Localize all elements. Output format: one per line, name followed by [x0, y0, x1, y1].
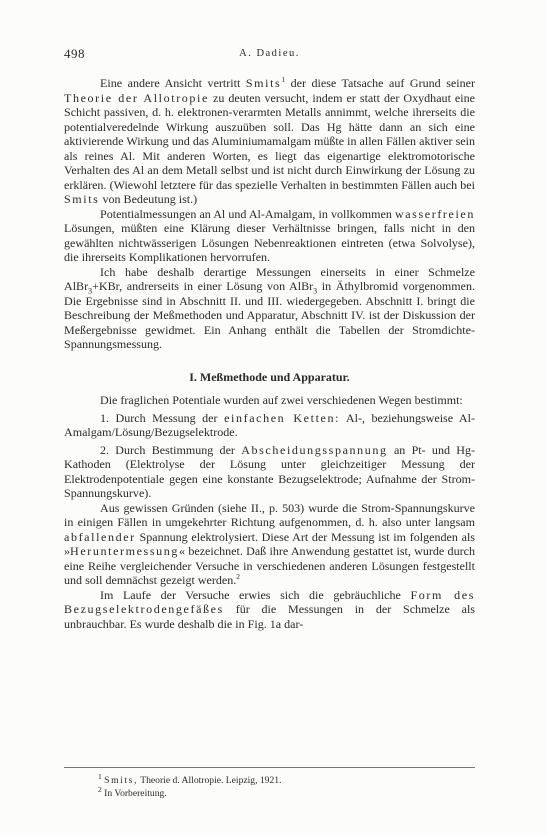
- list-item: 2. Durch Bestimmung der Abscheidungsspannung an Pt- und Hg-Kathoden (Elektrolyse der Lösung unter gleichzeitiger Messung der Elektrodenpotentiale gegen eine konstante Bezugselektrode; Aufnahme der Strom-Spannungskurve).: [64, 442, 475, 500]
- footnotes: [64, 767, 475, 800]
- list-item: 1. Durch Messung der einfachen Ketten: Al-, beziehungsweise Al-Amalgam/Lösung/Bezugselektrode.: [64, 410, 475, 439]
- footnote: $^1$ Smits, Theorie d. Allotropie. Leipzig, 1921.: [98, 771, 282, 786]
- paragraph: Potentialmessungen an Al und Al-Amalgam, in vollkommen wasserfreien Lösungen, müßten eine Klärung dieser Verhältnisse bringen, falls nicht in den gewählten nichtwässerigen Lösungen Nebenreaktionen eintreten (etwa Solvolyse), die ihrerseits Komplikationen hervorrufen.: [64, 206, 476, 264]
- page-number: 498: [64, 46, 85, 61]
- emphasis: abfallender: [64, 529, 136, 544]
- emphasis: Heruntermessung: [70, 544, 180, 558]
- emphasis: einfachen Ketten:: [224, 410, 341, 425]
- emphasis: Form des Bezugselektrodengefäßes: [64, 587, 476, 616]
- paragraph: Die fraglichen Potentiale wurden auf zwei verschiedenen Wegen bestimmt:: [100, 393, 463, 407]
- running-head: A. Dadieu.: [239, 48, 300, 59]
- emphasis: wasserfreien: [394, 206, 476, 221]
- emphasis: Theorie der Allotropie: [64, 90, 209, 105]
- author-name: Smits: [64, 192, 100, 206]
- body-text: [64, 76, 475, 631]
- paragraph: Aus gewissen Gründen (siehe II., p. 503) wurde die Strom-Spannungskurve in einigen Fällen in umgekehrter Richtung aufgenommen, d. h. also unter langsam abfallender Spannung elektrolysiert. Diese Art der Messung ist im folgenden als »Heruntermessung« bezeichnet. Daß ihre Anwendung gestattet ist, wurde durch eine Reihe vergleichender Versuche in verschiedenen anderen Lösungen festgestellt und soll demnächst gezeigt werden.$^2$: [64, 500, 475, 587]
- paragraph: Eine andere Ansicht vertritt Smits$^1$ der diese Tatsache auf Grund seiner Theorie der Allotropie zu deuten versucht, indem er statt der Oxydhaut eine Schicht passiven, d. h. elektronen-verarmten Metalls annimmt, welche ihrerseits die potentialveredelnde Wirkung auszuüben soll. Das Hg hätte dann an sich eine aktivierende Wirkung und das Aluminiumamalgam müßte in allen Fällen aktiver sein als reines Al. Mit anderen Worten, es liegt das eigenartige elektromotorische Verhalten des Al an dem Metall selbst und ist nicht durch Einwirkung der Lösung zu erklären. (Wiewohl letztere für das spezielle Verhalten in bestimmten Fällen auch bei Smits von Bedeutung ist.): [64, 74, 476, 206]
- footnote: $^2$ In Vorbereitung.: [98, 784, 167, 799]
- footnote-ref: 2: [236, 571, 241, 581]
- emphasis: Abscheidungsspannung: [241, 442, 388, 457]
- paragraph: Im Laufe der Versuche erwies sich die gebräuchliche Form des Bezugselektrodengefäßes für die Messungen in der Schmelze als unbrauchbar. Es wurde deshalb die in Fig. 1a dar-: [64, 587, 476, 631]
- footnote-ref: 1: [281, 74, 286, 84]
- section-heading: I. Meßmethode und Apparatur.: [189, 369, 350, 384]
- author-name: Smits: [245, 76, 282, 90]
- page-header: [64, 46, 475, 62]
- paragraph: Ich habe deshalb derartige Messungen einerseits in einer Schmelze AlBr$_3$+KBr, andrerseits in einer Lösung von AlBr$_3$ in Äthylbromid vorgenommen. Die Ergebnisse sind in Abschnitt II. und III. wiedergegeben. Abschnitt I. bringt die Beschreibung der Meßmethoden und Apparatur, Abschnitt IV. ist der Diskussion der Meßergebnisse gewidmet. Ein Anhang enthält die Tabellen der Stromdichte-Spannungsmessung.: [64, 264, 475, 351]
